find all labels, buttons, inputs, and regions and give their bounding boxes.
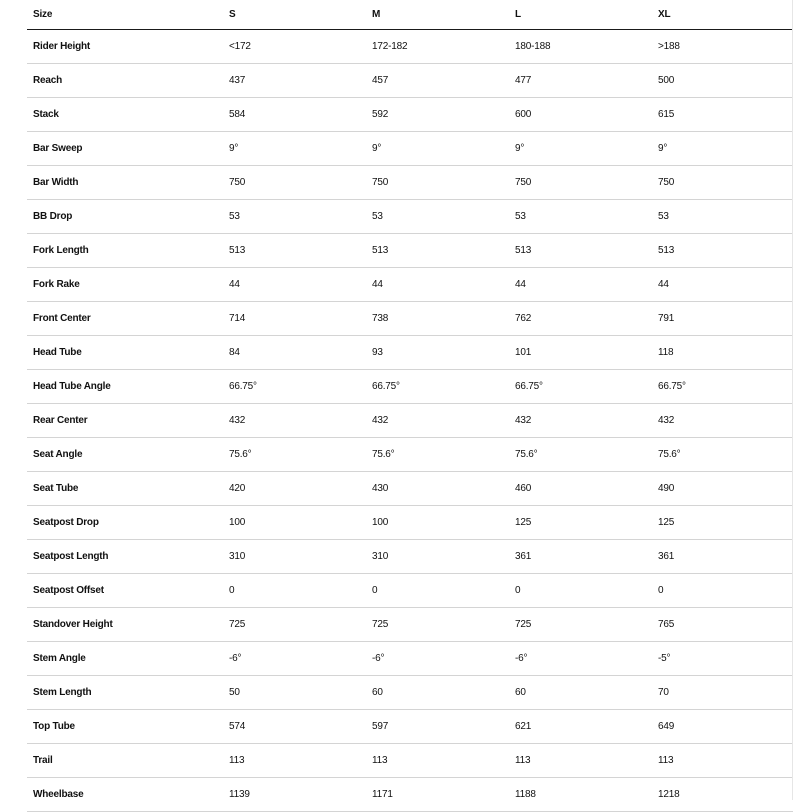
cell-l: 113 xyxy=(509,744,652,778)
cell-xl: 66.75° xyxy=(652,370,793,404)
row-label: Trail xyxy=(27,744,223,778)
table-row xyxy=(27,302,793,336)
table-row xyxy=(27,336,793,370)
row-label: Seatpost Length xyxy=(27,540,223,574)
cell-m: 738 xyxy=(366,302,509,336)
cell-m: 75.6° xyxy=(366,438,509,472)
cell-l: 60 xyxy=(509,676,652,710)
row-label: Top Tube xyxy=(27,710,223,744)
geometry-table xyxy=(27,0,793,812)
cell-l: 513 xyxy=(509,234,652,268)
cell-s: 44 xyxy=(223,268,366,302)
cell-m: 513 xyxy=(366,234,509,268)
cell-m: 9° xyxy=(366,132,509,166)
cell-xl: 125 xyxy=(652,506,793,540)
cell-l: 361 xyxy=(509,540,652,574)
cell-xl: >188 xyxy=(652,30,793,64)
table-row xyxy=(27,132,793,166)
row-label: Fork Rake xyxy=(27,268,223,302)
row-label: Front Center xyxy=(27,302,223,336)
cell-l: 750 xyxy=(509,166,652,200)
table-row xyxy=(27,540,793,574)
cell-m: 750 xyxy=(366,166,509,200)
cell-m: 1171 xyxy=(366,778,509,812)
row-label: BB Drop xyxy=(27,200,223,234)
cell-m: 310 xyxy=(366,540,509,574)
cell-xl: -5° xyxy=(652,642,793,676)
cell-s: 513 xyxy=(223,234,366,268)
table-row xyxy=(27,200,793,234)
row-label: Seatpost Drop xyxy=(27,506,223,540)
table-row xyxy=(27,710,793,744)
cell-l: 600 xyxy=(509,98,652,132)
cell-m: 592 xyxy=(366,98,509,132)
table-row xyxy=(27,438,793,472)
cell-s: 66.75° xyxy=(223,370,366,404)
cell-l: -6° xyxy=(509,642,652,676)
cell-xl: 70 xyxy=(652,676,793,710)
cell-m: 0 xyxy=(366,574,509,608)
row-label: Stem Length xyxy=(27,676,223,710)
header-s: S xyxy=(223,0,366,30)
cell-xl: 75.6° xyxy=(652,438,793,472)
row-label: Seatpost Offset xyxy=(27,574,223,608)
cell-xl: 615 xyxy=(652,98,793,132)
cell-l: 125 xyxy=(509,506,652,540)
cell-m: 725 xyxy=(366,608,509,642)
cell-s: 420 xyxy=(223,472,366,506)
cell-l: 762 xyxy=(509,302,652,336)
cell-xl: 1218 xyxy=(652,778,793,812)
row-label: Seat Angle xyxy=(27,438,223,472)
cell-xl: 490 xyxy=(652,472,793,506)
cell-m: 53 xyxy=(366,200,509,234)
cell-m: 432 xyxy=(366,404,509,438)
table-row xyxy=(27,166,793,200)
table-row xyxy=(27,778,793,812)
geometry-table-header xyxy=(27,0,793,30)
cell-l: 432 xyxy=(509,404,652,438)
table-row xyxy=(27,744,793,778)
cell-s: 432 xyxy=(223,404,366,438)
table-row xyxy=(27,404,793,438)
row-label: Head Tube Angle xyxy=(27,370,223,404)
table-row xyxy=(27,64,793,98)
cell-m: 44 xyxy=(366,268,509,302)
cell-s: 750 xyxy=(223,166,366,200)
cell-xl: 750 xyxy=(652,166,793,200)
cell-l: 44 xyxy=(509,268,652,302)
header-row xyxy=(27,0,793,30)
table-row xyxy=(27,268,793,302)
cell-m: 93 xyxy=(366,336,509,370)
cell-l: 53 xyxy=(509,200,652,234)
table-row xyxy=(27,30,793,64)
cell-s: 1139 xyxy=(223,778,366,812)
cell-xl: 361 xyxy=(652,540,793,574)
right-edge-divider xyxy=(792,0,793,800)
table-row xyxy=(27,642,793,676)
cell-s: 100 xyxy=(223,506,366,540)
table-row xyxy=(27,506,793,540)
cell-s: 9° xyxy=(223,132,366,166)
header-size: Size xyxy=(27,0,223,30)
cell-xl: 500 xyxy=(652,64,793,98)
cell-l: 101 xyxy=(509,336,652,370)
table-row xyxy=(27,676,793,710)
cell-s: 725 xyxy=(223,608,366,642)
table-row xyxy=(27,234,793,268)
cell-m: 172-182 xyxy=(366,30,509,64)
cell-s: 714 xyxy=(223,302,366,336)
cell-m: 597 xyxy=(366,710,509,744)
cell-m: 457 xyxy=(366,64,509,98)
row-label: Head Tube xyxy=(27,336,223,370)
cell-s: 0 xyxy=(223,574,366,608)
cell-xl: 432 xyxy=(652,404,793,438)
cell-xl: 118 xyxy=(652,336,793,370)
cell-s: -6° xyxy=(223,642,366,676)
cell-xl: 649 xyxy=(652,710,793,744)
cell-s: 113 xyxy=(223,744,366,778)
table-row xyxy=(27,608,793,642)
table-row xyxy=(27,370,793,404)
row-label: Seat Tube xyxy=(27,472,223,506)
cell-m: 100 xyxy=(366,506,509,540)
cell-l: 66.75° xyxy=(509,370,652,404)
cell-m: -6° xyxy=(366,642,509,676)
cell-s: <172 xyxy=(223,30,366,64)
table-row xyxy=(27,98,793,132)
cell-xl: 9° xyxy=(652,132,793,166)
row-label: Stack xyxy=(27,98,223,132)
cell-s: 574 xyxy=(223,710,366,744)
table-row xyxy=(27,574,793,608)
cell-xl: 765 xyxy=(652,608,793,642)
row-label: Wheelbase xyxy=(27,778,223,812)
table-row xyxy=(27,472,793,506)
cell-s: 310 xyxy=(223,540,366,574)
cell-xl: 791 xyxy=(652,302,793,336)
row-label: Bar Width xyxy=(27,166,223,200)
cell-s: 437 xyxy=(223,64,366,98)
cell-m: 113 xyxy=(366,744,509,778)
cell-s: 53 xyxy=(223,200,366,234)
row-label: Rear Center xyxy=(27,404,223,438)
row-label: Standover Height xyxy=(27,608,223,642)
header-xl: XL xyxy=(652,0,793,30)
cell-s: 75.6° xyxy=(223,438,366,472)
cell-s: 50 xyxy=(223,676,366,710)
cell-l: 75.6° xyxy=(509,438,652,472)
cell-l: 477 xyxy=(509,64,652,98)
cell-s: 84 xyxy=(223,336,366,370)
geometry-table-body xyxy=(27,30,793,812)
cell-l: 621 xyxy=(509,710,652,744)
cell-m: 66.75° xyxy=(366,370,509,404)
cell-l: 9° xyxy=(509,132,652,166)
header-l: L xyxy=(509,0,652,30)
cell-l: 180-188 xyxy=(509,30,652,64)
row-label: Rider Height xyxy=(27,30,223,64)
cell-xl: 44 xyxy=(652,268,793,302)
row-label: Bar Sweep xyxy=(27,132,223,166)
header-m: M xyxy=(366,0,509,30)
row-label: Stem Angle xyxy=(27,642,223,676)
cell-xl: 513 xyxy=(652,234,793,268)
cell-l: 0 xyxy=(509,574,652,608)
cell-s: 584 xyxy=(223,98,366,132)
cell-xl: 53 xyxy=(652,200,793,234)
cell-l: 725 xyxy=(509,608,652,642)
row-label: Reach xyxy=(27,64,223,98)
row-label: Fork Length xyxy=(27,234,223,268)
cell-l: 1188 xyxy=(509,778,652,812)
cell-xl: 113 xyxy=(652,744,793,778)
cell-m: 60 xyxy=(366,676,509,710)
cell-xl: 0 xyxy=(652,574,793,608)
cell-m: 430 xyxy=(366,472,509,506)
cell-l: 460 xyxy=(509,472,652,506)
